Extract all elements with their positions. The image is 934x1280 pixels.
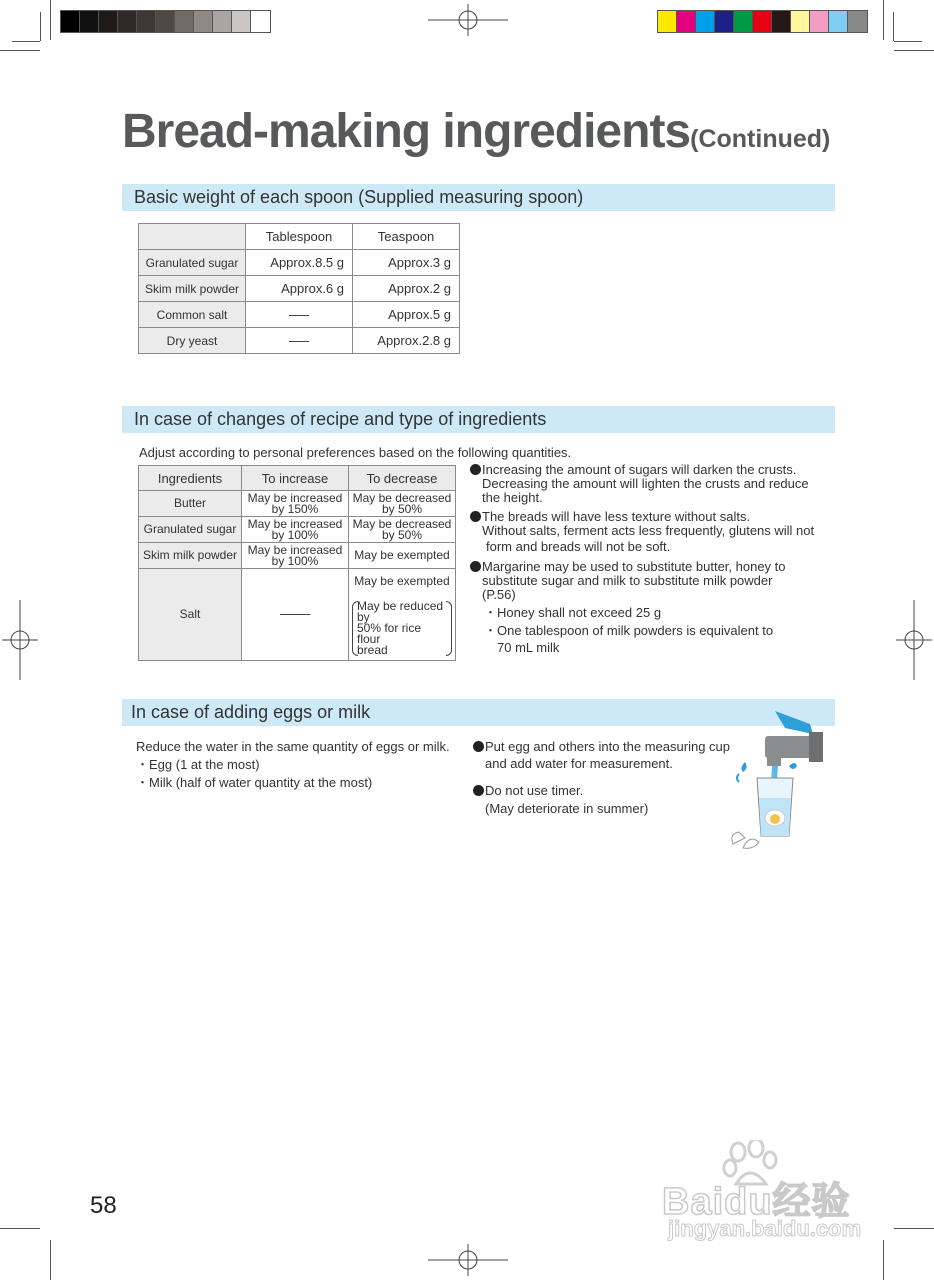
color-swatch: [696, 11, 715, 32]
teaspoon-value: Approx.2.8 g: [353, 328, 460, 354]
eggs-right-text: [473, 738, 730, 817]
increase-cell: [242, 543, 349, 569]
note-line: 50% for rice flour: [357, 621, 422, 646]
note-text: form and breads will not be soft.: [486, 539, 671, 554]
increase-cell-none: [242, 569, 349, 661]
note-text: substitute sugar and milk to substitute milk powder: [482, 573, 773, 588]
page-title: [122, 104, 830, 159]
gray-swatch: [99, 11, 118, 32]
decrease-text: May be decreased: [352, 490, 452, 505]
spoon-weight-table: [138, 223, 460, 354]
faucet-handle-icon: [775, 711, 813, 734]
note-measuring: [473, 738, 730, 755]
decrease-cell: [349, 491, 456, 517]
registration-mark-bottom: [428, 1244, 508, 1276]
table-header-row: [139, 224, 460, 250]
note-text: 70 mL milk: [497, 640, 560, 655]
row-label: Skim milk powder: [139, 543, 242, 569]
increase-amount: by 100%: [271, 553, 319, 568]
page-title-suffix: (Continued): [690, 125, 831, 153]
decrease-cell: May be exempted: [349, 543, 456, 569]
teaspoon-value: Approx.2 g: [353, 276, 460, 302]
row-label: Common salt: [139, 302, 246, 328]
registration-mark-top: [428, 4, 508, 36]
table-row: [139, 302, 460, 328]
table-row: [139, 276, 460, 302]
increase-text: May be increased: [247, 490, 343, 505]
table-row: [139, 517, 456, 543]
col-ingredients: Ingredients: [139, 466, 242, 491]
note-text: Put egg and others into the measuring cup: [485, 739, 730, 754]
eggs-limit-egg: ・Egg (1 at the most): [136, 757, 260, 772]
color-swatch: [658, 11, 677, 32]
watermark-brand: Baidu经验: [662, 1181, 851, 1223]
note-text: Without salts, ferment acts less frequently, glutens will not: [482, 523, 815, 538]
table-row: [139, 491, 456, 517]
tablespoon-value-none: [246, 302, 353, 328]
increase-amount: by 100%: [271, 527, 319, 542]
egg-yolk-icon: [770, 814, 780, 824]
col-decrease: To decrease: [349, 466, 456, 491]
teaspoon-value: Approx.5 g: [353, 302, 460, 328]
bullet-icon: [473, 741, 484, 752]
gray-swatch: [156, 11, 175, 32]
eggs-limit-milk: ・Milk (half of water quantity at the most): [136, 775, 373, 790]
bracket-left: [352, 601, 358, 656]
note-text: Do not use timer.: [485, 783, 584, 798]
table-row: [139, 543, 456, 569]
color-swatch: [734, 11, 753, 32]
decrease-amount: by 50%: [381, 527, 423, 542]
decrease-cell: [349, 517, 456, 543]
note-salt: [470, 510, 832, 524]
note-timer: [473, 782, 730, 799]
table-row-salt: [139, 569, 456, 661]
eggs-left-text: [136, 738, 450, 792]
table-header-row: [139, 466, 456, 491]
table-row: [139, 250, 460, 276]
table-header-blank: [139, 224, 246, 250]
bullet-icon: [470, 511, 481, 522]
bracket-right: [446, 601, 452, 656]
gray-calibration-bar: [60, 10, 271, 33]
note-text: the height.: [482, 490, 543, 505]
row-label: Dry yeast: [139, 328, 246, 354]
teaspoon-value: Approx.3 g: [353, 250, 460, 276]
registration-mark-right: [896, 600, 932, 680]
color-swatch: [753, 11, 772, 32]
page-number: 58: [90, 1192, 117, 1219]
col-teaspoon: Teaspoon: [353, 224, 460, 250]
eggshell-icon: [743, 839, 759, 848]
gray-swatch: [251, 11, 270, 32]
col-tablespoon: Tablespoon: [246, 224, 353, 250]
gray-swatch: [80, 11, 99, 32]
section-heading-recipe: In case of changes of recipe and type of ingredients: [122, 406, 835, 433]
color-swatch: [677, 11, 696, 32]
gray-swatch: [118, 11, 137, 32]
note-line: May be reduced by: [357, 599, 444, 624]
gray-swatch: [137, 11, 156, 32]
note-text: and add water for measurement.: [485, 756, 673, 771]
note-margarine: [470, 560, 832, 574]
eggs-instruction: Reduce the water in the same quantity of eggs or milk.: [136, 739, 450, 754]
increase-amount: by 150%: [271, 501, 319, 516]
note-text: Margarine may be used to substitute butter, honey to: [482, 559, 786, 574]
tablespoon-value: Approx.8.5 g: [246, 250, 353, 276]
note-text: (P.56): [482, 587, 516, 602]
page-title-main: Bread-making ingredients: [122, 105, 691, 158]
increase-text: May be increased: [247, 516, 343, 531]
tablespoon-value: Approx.6 g: [246, 276, 353, 302]
recipe-adjust-table: [138, 465, 456, 661]
color-calibration-bar: [657, 10, 868, 33]
decrease-text: May be decreased: [352, 516, 452, 531]
note-text: The breads will have less texture without salts.: [482, 509, 751, 524]
row-label: Skim milk powder: [139, 276, 246, 302]
row-label: Salt: [139, 569, 242, 661]
gray-swatch: [194, 11, 213, 32]
faucet-glass-illustration: [725, 706, 835, 856]
color-swatch: [715, 11, 734, 32]
increase-cell: [242, 491, 349, 517]
decrease-amount: by 50%: [381, 501, 423, 516]
recipe-intro: Adjust according to personal preferences based on the following quantities.: [139, 445, 572, 460]
gray-swatch: [175, 11, 194, 32]
color-swatch: [772, 11, 791, 32]
rice-flour-note: [353, 601, 451, 656]
registration-mark-left: [2, 600, 38, 680]
row-label: Butter: [139, 491, 242, 517]
gray-swatch: [232, 11, 251, 32]
color-swatch: [791, 11, 810, 32]
decrease-cell: [349, 569, 456, 661]
increase-cell: [242, 517, 349, 543]
section-heading-eggs: In case of adding eggs or milk: [122, 699, 835, 726]
bullet-icon: [473, 785, 484, 796]
color-swatch: [848, 11, 867, 32]
tablespoon-value-none: [246, 328, 353, 354]
color-swatch: [810, 11, 829, 32]
table-row: [139, 328, 460, 354]
note-text: (May deteriorate in summer): [485, 801, 649, 816]
note-text: Decreasing the amount will lighten the crusts and reduce: [482, 476, 809, 491]
note-text: Increasing the amount of sugars will darken the crusts.: [482, 462, 797, 477]
note-text: ・One tablespoon of milk powders is equivalent to: [484, 623, 774, 638]
color-swatch: [829, 11, 848, 32]
watermark-url: jingyan.baidu.com: [668, 1216, 862, 1241]
gray-swatch: [213, 11, 232, 32]
gray-swatch: [61, 11, 80, 32]
decrease-text: May be exempted: [354, 574, 450, 588]
dash-mark: [280, 614, 310, 615]
recipe-notes: [470, 463, 832, 655]
note-line: bread: [357, 643, 388, 657]
col-increase: To increase: [242, 466, 349, 491]
row-label: Granulated sugar: [139, 250, 246, 276]
dash-mark: [289, 315, 309, 316]
bullet-icon: [470, 561, 481, 572]
baidu-watermark: [662, 1140, 882, 1244]
dash-mark: [289, 341, 309, 342]
increase-text: May be increased: [247, 542, 343, 557]
note-text: ・Honey shall not exceed 25 g: [484, 605, 662, 620]
note-sugar: [470, 463, 832, 477]
section-heading-spoon: Basic weight of each spoon (Supplied measuring spoon): [122, 184, 835, 211]
bullet-icon: [470, 464, 481, 475]
row-label: Granulated sugar: [139, 517, 242, 543]
